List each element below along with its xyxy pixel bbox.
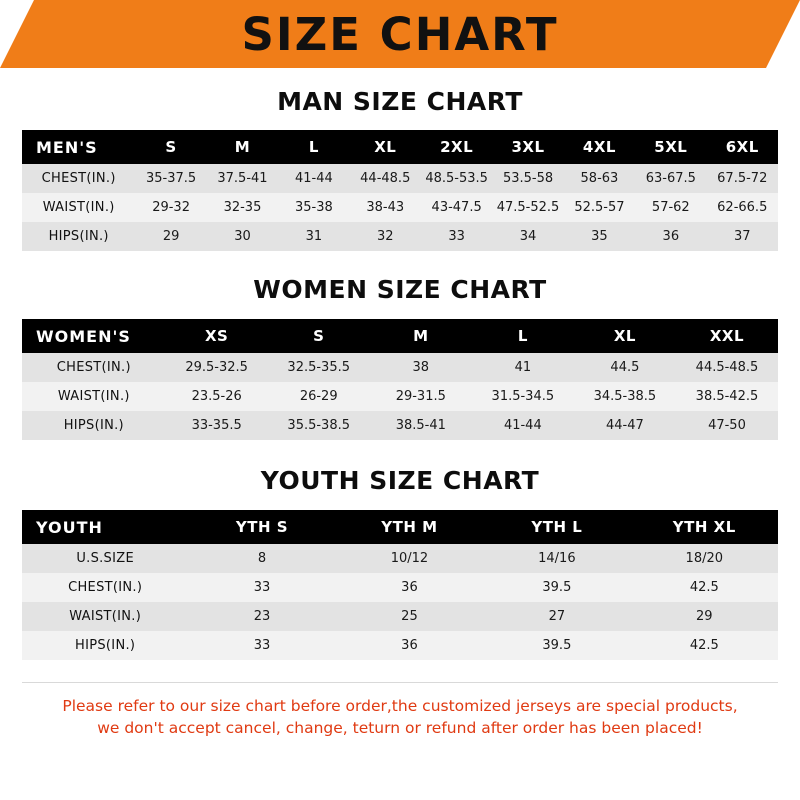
header-banner [0,0,800,68]
banner-corner-left [0,0,34,68]
table-header-row [22,130,778,164]
cell: 39.5 [483,631,630,660]
column-header: 2XL [421,130,492,164]
man-size-table [22,130,778,251]
cell: 8 [188,544,335,573]
cell: 41-44 [278,164,349,193]
cell: 42.5 [631,573,778,602]
cell: 47.5-52.5 [492,193,563,222]
column-header: M [207,130,278,164]
order-policy-note [22,682,778,740]
column-header: XS [166,319,268,353]
column-header: WOMEN'S [22,319,166,353]
cell: 44.5-48.5 [676,353,778,382]
table-row [22,382,778,411]
cell: 52.5-57 [564,193,635,222]
table-row [22,193,778,222]
cell: 29 [631,602,778,631]
banner-corner-right [766,0,800,68]
column-header: S [268,319,370,353]
cell: 38-43 [350,193,421,222]
cell: 32-35 [207,193,278,222]
table-row [22,573,778,602]
column-header: YTH L [483,510,630,544]
cell: 35-38 [278,193,349,222]
row-label: CHEST(IN.) [22,164,135,193]
note-line-2: we don't accept cancel, change, teturn or refund after order has been placed! [97,719,703,738]
cell: 37.5-41 [207,164,278,193]
row-label: HIPS(IN.) [22,222,135,251]
row-label: WAIST(IN.) [22,602,188,631]
cell: 44-48.5 [350,164,421,193]
row-label: CHEST(IN.) [22,573,188,602]
cell: 67.5-72 [707,164,778,193]
cell: 14/16 [483,544,630,573]
column-header: YTH XL [631,510,778,544]
column-header: 3XL [492,130,563,164]
cell: 23.5-26 [166,382,268,411]
column-header: XXL [676,319,778,353]
cell: 42.5 [631,631,778,660]
cell: 18/20 [631,544,778,573]
cell: 57-62 [635,193,706,222]
cell: 48.5-53.5 [421,164,492,193]
column-header: 4XL [564,130,635,164]
cell: 33 [188,573,335,602]
cell: 38.5-41 [370,411,472,440]
row-label: WAIST(IN.) [22,382,166,411]
cell: 47-50 [676,411,778,440]
man-section-title: MAN SIZE CHART [277,87,523,116]
row-label: CHEST(IN.) [22,353,166,382]
cell: 41-44 [472,411,574,440]
row-label: WAIST(IN.) [22,193,135,222]
cell: 10/12 [336,544,483,573]
cell: 36 [635,222,706,251]
column-header: YTH M [336,510,483,544]
chart-content [0,68,800,800]
table-header-row [22,319,778,353]
cell: 27 [483,602,630,631]
cell: 29-32 [135,193,206,222]
cell: 32.5-35.5 [268,353,370,382]
cell: 32 [350,222,421,251]
column-header: XL [574,319,676,353]
row-label: HIPS(IN.) [22,411,166,440]
cell: 33 [188,631,335,660]
cell: 39.5 [483,573,630,602]
women-section-title: WOMEN SIZE CHART [253,275,547,304]
table-row [22,602,778,631]
cell: 23 [188,602,335,631]
cell: 33 [421,222,492,251]
cell: 43-47.5 [421,193,492,222]
cell: 31 [278,222,349,251]
cell: 36 [336,631,483,660]
cell: 35 [564,222,635,251]
cell: 33-35.5 [166,411,268,440]
table-row [22,411,778,440]
cell: 53.5-58 [492,164,563,193]
cell: 34.5-38.5 [574,382,676,411]
cell: 29.5-32.5 [166,353,268,382]
youth-section-title: YOUTH SIZE CHART [260,466,540,495]
cell: 36 [336,573,483,602]
table-row [22,222,778,251]
column-header: L [472,319,574,353]
note-line-1: Please refer to our size chart before order,the customized jerseys are special products, [62,697,738,715]
cell: 44.5 [574,353,676,382]
column-header: YTH S [188,510,335,544]
cell: 35-37.5 [135,164,206,193]
column-header: L [278,130,349,164]
column-header: 5XL [635,130,706,164]
table-row [22,631,778,660]
cell: 29 [135,222,206,251]
women-size-table [22,319,778,440]
cell: 26-29 [268,382,370,411]
row-label: U.S.SIZE [22,544,188,573]
cell: 31.5-34.5 [472,382,574,411]
column-header: M [370,319,472,353]
column-header: S [135,130,206,164]
cell: 30 [207,222,278,251]
column-header: 6XL [707,130,778,164]
cell: 63-67.5 [635,164,706,193]
table-header-row [22,510,778,544]
column-header: YOUTH [22,510,188,544]
cell: 38.5-42.5 [676,382,778,411]
page-title: SIZE CHART [241,7,559,61]
cell: 29-31.5 [370,382,472,411]
cell: 35.5-38.5 [268,411,370,440]
table-row [22,544,778,573]
cell: 62-66.5 [707,193,778,222]
cell: 44-47 [574,411,676,440]
cell: 25 [336,602,483,631]
column-header: XL [350,130,421,164]
row-label: HIPS(IN.) [22,631,188,660]
cell: 37 [707,222,778,251]
table-row [22,164,778,193]
column-header: MEN'S [22,130,135,164]
youth-size-table [22,510,778,660]
table-row [22,353,778,382]
cell: 58-63 [564,164,635,193]
cell: 38 [370,353,472,382]
cell: 41 [472,353,574,382]
cell: 34 [492,222,563,251]
